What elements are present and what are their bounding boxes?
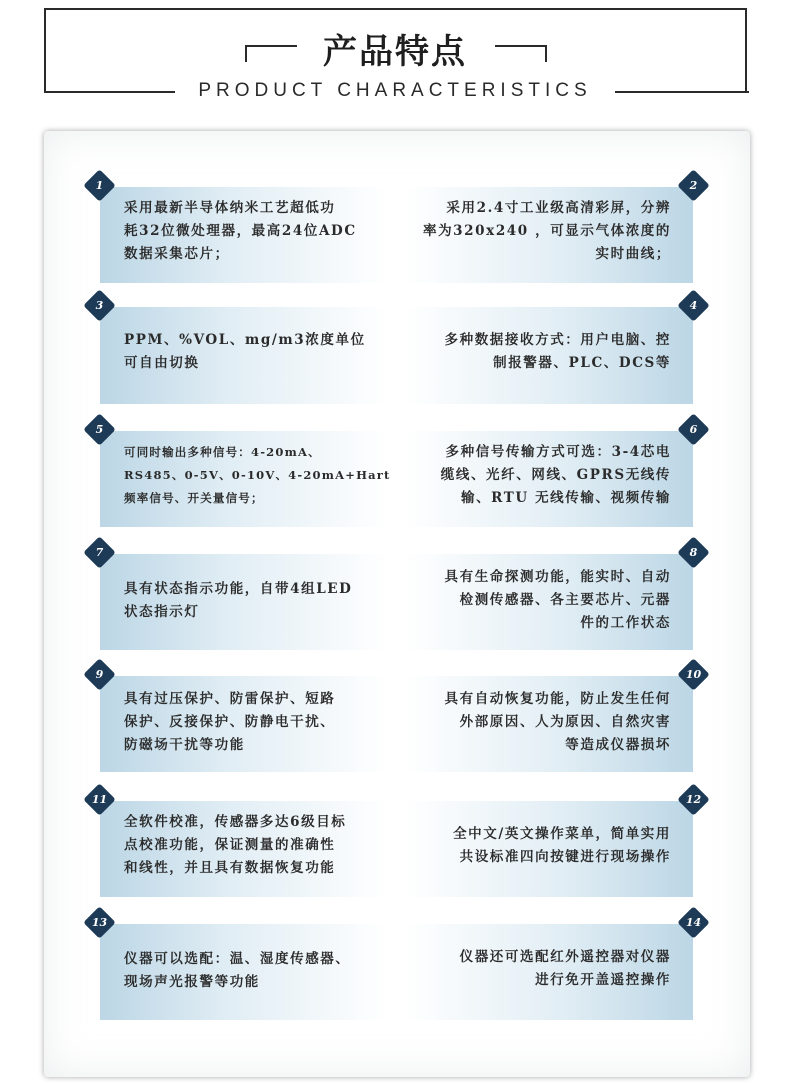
feature-number-badge: 8 [677, 536, 710, 569]
feature-text-line: 保护、反接保护、防静电干扰、 [124, 714, 336, 730]
feature-card-2 [405, 179, 698, 283]
feature-card-3 [95, 299, 388, 404]
feature-number-badge: 5 [83, 413, 116, 446]
feature-text-line: 可同时输出多种信号：4-20mA、 [124, 445, 321, 459]
feature-text-line: 实时曲线； [595, 246, 671, 262]
feature-text-line: 率为320x240 ，可显示气体浓度的 [422, 223, 671, 239]
feature-text-line: 外部原因、人为原因、自然灾害 [459, 714, 671, 730]
feature-text-line: 等造成仪器损坏 [565, 737, 671, 753]
feature-card-9 [95, 668, 388, 772]
feature-text-line: 件的工作状态 [580, 615, 671, 631]
feature-text-line: 具有过压保护、防雷保护、短路 [124, 691, 336, 707]
feature-text-line: 采用2.4寸工业级高清彩屏，分辨 [446, 200, 671, 216]
feature-text-line: 和线性，并且具有数据恢复功能 [124, 860, 336, 876]
feature-number-badge: 1 [83, 169, 116, 202]
feature-text-line: 进行免开盖遥控操作 [535, 972, 671, 988]
feature-text-line: 频率信号、开关量信号； [124, 491, 264, 505]
feature-number-badge: 6 [677, 413, 710, 446]
feature-number-badge: 12 [677, 783, 710, 816]
feature-card-10 [405, 668, 702, 772]
feature-text-line: 可自由切换 [124, 355, 200, 371]
feature-text-line: 输、RTU 无线传输、视频传输 [460, 490, 671, 506]
feature-number-badge: 11 [83, 783, 116, 816]
feature-text-line: 全软件校准，传感器多达6级目标 [124, 814, 347, 830]
feature-text-line: 采用最新半导体纳米工艺超低功 [124, 200, 336, 216]
feature-text-line: 现场声光报警等功能 [124, 974, 260, 990]
feature-number-badge: 10 [677, 658, 710, 691]
page-title: 产品特点 [323, 32, 467, 72]
feature-card-12 [405, 793, 702, 897]
feature-text-line: 检测传感器、各主要芯片、元器 [459, 592, 671, 608]
feature-text-line: 全中文/英文操作菜单，简单实用 [453, 826, 671, 842]
feature-card-1 [95, 179, 388, 283]
feature-text-line: 多种数据接收方式：用户电脑、控 [444, 332, 671, 348]
feature-text-line: 多种信号传输方式可选：3-4芯电 [445, 444, 671, 460]
feature-text-line: PPM、%VOL、mg/m3浓度单位 [124, 332, 366, 348]
feature-card-4 [405, 299, 698, 404]
feature-number-badge: 13 [83, 906, 116, 939]
feature-card-13 [91, 916, 388, 1020]
header-rule-right [615, 91, 749, 93]
feature-text-line: 仪器可以选配：温、湿度传感器、 [124, 951, 351, 967]
features-panel [44, 131, 750, 1077]
feature-text-line: 耗32位微处理器，最高24位ADC [124, 223, 357, 239]
feature-number-badge: 14 [677, 906, 710, 939]
feature-text-line: 制报警器、PLC、DCS等 [493, 355, 671, 371]
feature-text-line: 数据采集芯片； [124, 246, 230, 262]
feature-card-14 [405, 916, 702, 1020]
feature-text-line: 具有状态指示功能，自带4组LED [124, 581, 353, 597]
feature-text-line: 状态指示灯 [124, 604, 200, 620]
feature-text-line: 防磁场干扰等功能 [124, 737, 245, 753]
page-subtitle: PRODUCT CHARACTERISTICS [198, 80, 592, 101]
feature-number-badge: 3 [83, 289, 116, 322]
feature-text-line: RS485、0-5V、0-10V、4-20mA+Hart [124, 468, 391, 482]
feature-text-line: 缆线、光纤、网线、GPRS无线传 [440, 467, 671, 483]
feature-card-11 [91, 793, 388, 897]
feature-text-line: 共设标准四向按键进行现场操作 [459, 849, 671, 865]
feature-card-7 [95, 546, 388, 650]
feature-text-line: 点校准功能，保证测量的准确性 [124, 837, 336, 853]
feature-text-line: 仪器还可选配红外遥控器对仪器 [459, 949, 671, 965]
title-bracket-right [495, 45, 547, 62]
header-rule-left [44, 91, 175, 93]
feature-number-badge: 7 [83, 536, 116, 569]
feature-number-badge: 2 [677, 169, 710, 202]
feature-number-badge: 4 [677, 289, 710, 322]
feature-text-line: 具有生命探测功能，能实时、自动 [444, 569, 671, 585]
feature-number-badge: 9 [83, 658, 116, 691]
feature-card-6 [405, 423, 698, 527]
feature-card-8 [405, 546, 698, 650]
feature-text-line: 具有自动恢复功能，防止发生任何 [444, 691, 671, 707]
feature-card-5 [95, 423, 391, 527]
